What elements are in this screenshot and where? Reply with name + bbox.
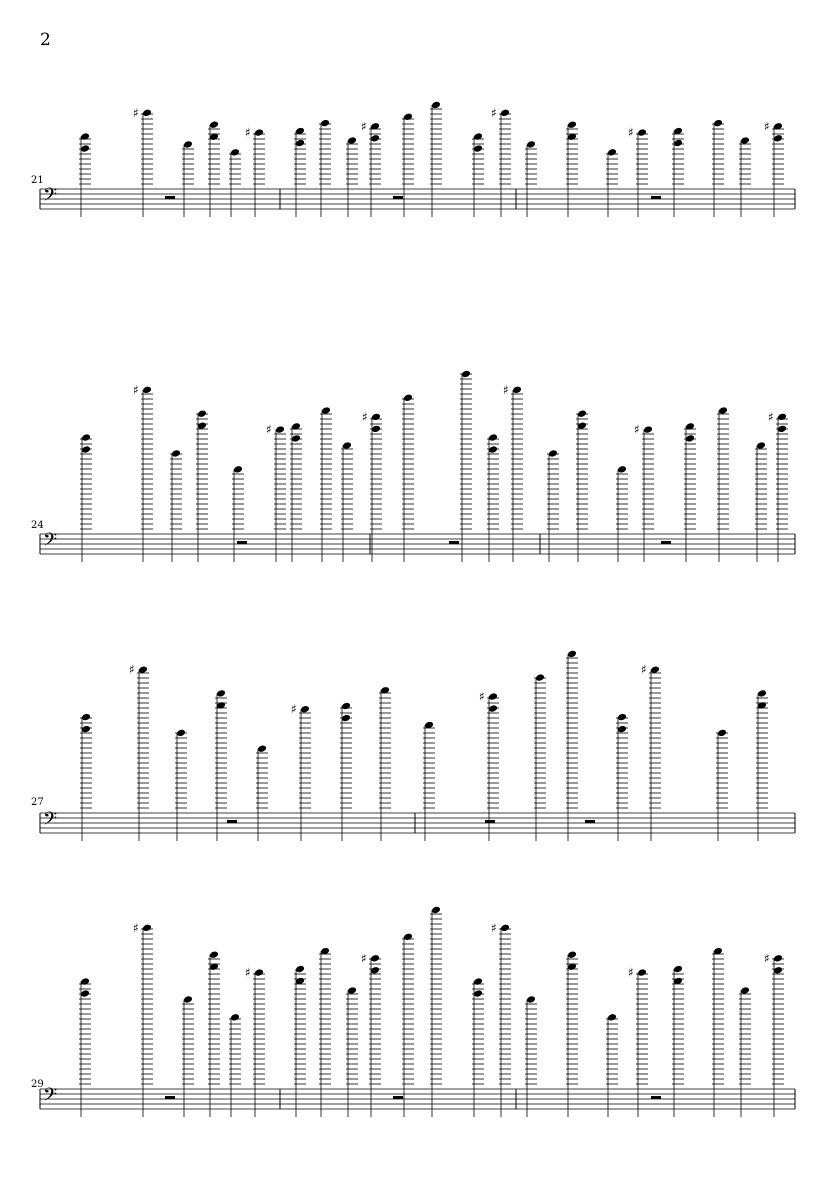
notehead	[347, 136, 357, 145]
note	[80, 713, 92, 841]
notehead	[431, 906, 441, 915]
note	[606, 148, 618, 217]
notehead	[80, 144, 90, 153]
notehead	[512, 386, 522, 395]
notehead	[370, 134, 380, 143]
staff	[0, 345, 835, 560]
measure-number: 24	[31, 520, 44, 531]
notehead	[473, 132, 483, 141]
sharp-icon: ♯	[133, 920, 139, 935]
notehead	[275, 425, 285, 434]
note	[340, 702, 352, 841]
notehead	[567, 120, 577, 129]
note	[566, 120, 578, 217]
note	[684, 422, 696, 562]
note	[491, 106, 511, 217]
note	[170, 449, 182, 562]
rest-icon	[393, 196, 403, 199]
bass-clef-icon: 𝄢	[43, 530, 58, 555]
notehead	[342, 441, 352, 450]
note	[402, 394, 414, 562]
notehead	[473, 989, 483, 998]
notehead	[756, 441, 766, 450]
notehead	[254, 128, 264, 137]
notehead	[403, 394, 413, 403]
sharp-icon: ♯	[503, 382, 509, 397]
notehead	[142, 109, 152, 118]
note	[430, 906, 442, 1117]
notehead	[548, 449, 558, 458]
notehead	[685, 434, 695, 443]
notehead	[300, 705, 310, 714]
staff	[0, 80, 835, 230]
sharp-icon: ♯	[491, 105, 497, 120]
notehead	[773, 134, 783, 143]
note	[294, 127, 306, 217]
notehead	[176, 729, 186, 738]
note	[616, 465, 628, 562]
notehead	[637, 968, 647, 977]
note	[346, 986, 358, 1117]
bass-clef-icon: 𝄢	[43, 185, 58, 210]
notehead	[295, 965, 305, 974]
rest-icon	[393, 1096, 403, 1099]
measure-number: 21	[31, 175, 44, 186]
note	[628, 126, 648, 217]
notehead	[773, 954, 783, 963]
notehead	[371, 425, 381, 434]
notehead	[461, 370, 471, 379]
notehead	[81, 725, 91, 734]
notehead	[617, 713, 627, 722]
bass-clef-icon: 𝄢	[43, 809, 58, 834]
note	[346, 136, 358, 217]
notehead	[526, 995, 536, 1004]
notehead	[403, 933, 413, 942]
note	[256, 744, 268, 841]
note	[133, 921, 153, 1117]
notehead	[230, 148, 240, 157]
notehead	[643, 425, 653, 434]
rest-icon	[165, 1096, 175, 1099]
note	[712, 947, 724, 1117]
staff-system	[0, 80, 835, 230]
sharp-icon: ♯	[768, 409, 774, 424]
note	[402, 113, 414, 217]
note	[739, 136, 751, 217]
rest-icon	[651, 1096, 661, 1099]
note	[361, 119, 381, 217]
sharp-icon: ♯	[479, 689, 485, 704]
rest-icon	[585, 820, 595, 823]
notehead	[535, 673, 545, 682]
notehead	[80, 989, 90, 998]
note	[764, 119, 784, 217]
notehead	[320, 119, 330, 128]
note	[672, 127, 684, 217]
note	[460, 370, 472, 562]
note	[229, 148, 241, 217]
notehead	[230, 1013, 240, 1022]
note	[208, 120, 220, 217]
note	[232, 465, 244, 562]
note	[491, 921, 511, 1117]
sharp-icon: ♯	[133, 382, 139, 397]
notehead	[257, 744, 267, 753]
notehead	[347, 986, 357, 995]
sharp-icon: ♯	[266, 422, 272, 437]
notehead	[197, 409, 207, 418]
notehead	[500, 924, 510, 933]
notehead	[577, 409, 587, 418]
note	[133, 106, 153, 217]
note	[566, 950, 578, 1117]
note	[566, 650, 578, 841]
sharp-icon: ♯	[764, 951, 770, 966]
notehead	[717, 729, 727, 738]
rest-icon	[449, 541, 459, 544]
notehead	[171, 449, 181, 458]
note	[547, 449, 559, 562]
notehead	[473, 977, 483, 986]
notehead	[254, 968, 264, 977]
sharp-icon: ♯	[361, 119, 367, 134]
note	[229, 1013, 241, 1117]
note	[739, 986, 751, 1117]
rest-icon	[227, 820, 237, 823]
rest-icon	[165, 196, 175, 199]
note	[503, 383, 523, 562]
note	[182, 140, 194, 217]
notehead	[291, 434, 301, 443]
note	[764, 951, 784, 1117]
notehead	[673, 965, 683, 974]
notehead	[567, 950, 577, 959]
sharp-icon: ♯	[628, 965, 634, 980]
notehead	[183, 995, 193, 1004]
note	[525, 140, 537, 217]
notehead	[183, 140, 193, 149]
notehead	[431, 101, 441, 110]
notehead	[617, 465, 627, 474]
notehead	[81, 713, 91, 722]
notehead	[637, 128, 647, 137]
bass-clef-icon: 𝄢	[43, 1085, 58, 1110]
note	[319, 947, 331, 1117]
notehead	[370, 954, 380, 963]
notehead	[488, 433, 498, 442]
note	[634, 423, 654, 562]
notehead	[473, 144, 483, 153]
sharp-icon: ♯	[245, 125, 251, 140]
measure-number: 27	[31, 797, 44, 808]
staff-system	[0, 625, 835, 840]
notehead	[370, 966, 380, 975]
sharp-icon: ♯	[133, 105, 139, 120]
notehead	[526, 140, 536, 149]
notehead	[777, 425, 787, 434]
notehead	[80, 132, 90, 141]
note	[361, 951, 381, 1117]
staff-system	[0, 880, 835, 1110]
note	[129, 663, 149, 841]
notehead	[607, 1013, 617, 1022]
sharp-icon: ♯	[245, 965, 251, 980]
sharp-icon: ♯	[362, 409, 368, 424]
note	[430, 101, 442, 217]
notehead	[607, 148, 617, 157]
note	[716, 729, 728, 841]
rest-icon	[661, 541, 671, 544]
notehead	[371, 413, 381, 422]
note	[606, 1013, 618, 1117]
notehead	[142, 924, 152, 933]
notehead	[209, 120, 219, 129]
note	[133, 383, 153, 562]
note	[712, 119, 724, 217]
notehead	[673, 139, 683, 148]
sharp-icon: ♯	[361, 951, 367, 966]
notehead	[295, 139, 305, 148]
notehead	[209, 950, 219, 959]
notehead	[403, 113, 413, 122]
sharp-icon: ♯	[764, 119, 770, 134]
notehead	[233, 465, 243, 474]
sharp-icon: ♯	[634, 422, 640, 437]
notehead	[488, 692, 498, 701]
note	[472, 977, 484, 1117]
notehead	[321, 406, 331, 415]
notehead	[773, 966, 783, 975]
notehead	[80, 977, 90, 986]
note	[291, 702, 311, 841]
notehead	[567, 650, 577, 659]
notehead	[500, 109, 510, 118]
note	[319, 119, 331, 217]
note	[534, 673, 546, 841]
notehead	[142, 386, 152, 395]
note	[245, 126, 265, 217]
notehead	[777, 413, 787, 422]
sharp-icon: ♯	[641, 662, 647, 677]
note	[80, 433, 92, 562]
note	[266, 423, 286, 562]
notehead	[718, 406, 728, 415]
notehead	[740, 986, 750, 995]
note	[487, 433, 499, 562]
rest-icon	[237, 541, 247, 544]
notehead	[216, 689, 226, 698]
note	[175, 729, 187, 841]
staff	[0, 625, 835, 840]
rest-icon	[485, 820, 495, 823]
measure-number: 29	[31, 1079, 44, 1090]
sharp-icon: ♯	[291, 702, 297, 717]
notehead	[488, 445, 498, 454]
notehead	[341, 714, 351, 723]
notehead	[617, 725, 627, 734]
notehead	[757, 689, 767, 698]
notehead	[713, 119, 723, 128]
notehead	[488, 704, 498, 713]
note	[290, 422, 302, 562]
notehead	[341, 702, 351, 711]
page-number: 2	[40, 30, 51, 50]
sharp-icon: ♯	[491, 920, 497, 935]
note	[641, 663, 661, 841]
note	[79, 977, 91, 1117]
notehead	[81, 445, 91, 454]
rest-icon	[651, 196, 661, 199]
notehead	[81, 433, 91, 442]
sharp-icon: ♯	[628, 125, 634, 140]
note	[208, 950, 220, 1117]
note	[616, 713, 628, 841]
staff-system	[0, 345, 835, 560]
notehead	[740, 136, 750, 145]
sharp-icon: ♯	[129, 662, 135, 677]
